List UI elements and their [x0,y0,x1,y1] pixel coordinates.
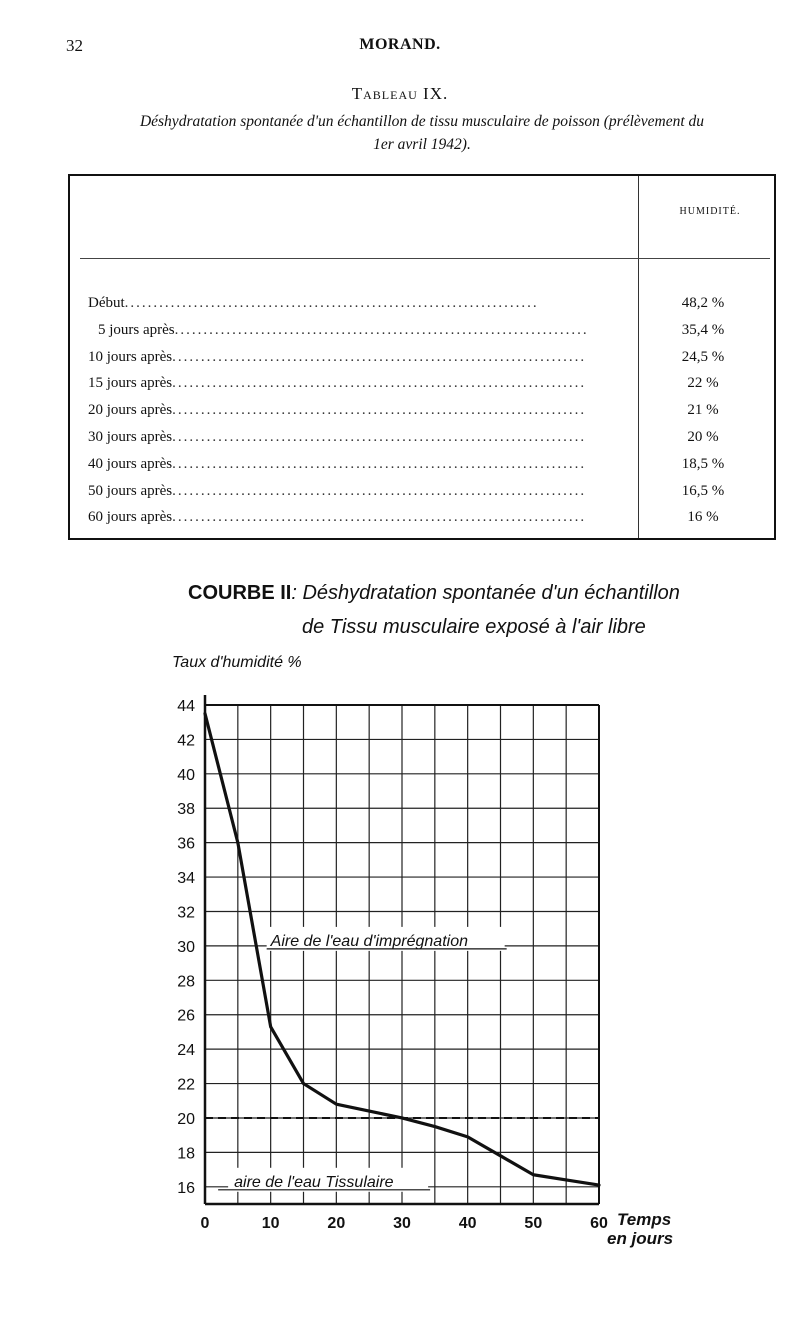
x-tick-label: 10 [261,1215,280,1232]
leader-dots: ........................................................................ [172,428,587,445]
y-tick-label: 18 [177,1145,195,1163]
table-row [88,427,768,454]
row-value: 35,4 % [681,321,725,338]
y-tick-label: 24 [177,1042,195,1060]
row-value: 48,2 % [681,295,725,311]
table-caption-line2: 1er avril 1942). [373,136,471,153]
chart-subtitle: de Tissu musculaire exposé à l'air libre [302,616,646,638]
x-tick-label: 30 [393,1215,411,1232]
x-axis-label: Temps [617,1210,672,1229]
row-label: 20 jours après [88,402,173,419]
y-tick-label: 34 [177,870,195,888]
row-value: 21 % [687,402,719,419]
annotation-tissulaire: aire de l'eau Tissulaire [234,1173,394,1191]
y-tick-label: 32 [177,904,195,922]
humidity-table [68,174,776,540]
leader-dots: ........................................................................ [124,295,539,311]
table-caption-line1: Déshydratation spontanée d'un échantillon de tissu musculaire de poisson (prélèvement du [139,113,705,130]
leader-dots: ........................................................................ [174,321,589,338]
table-row [88,320,768,347]
x-tick-label: 0 [200,1215,210,1232]
leader-dots: ........................................................................ [172,455,587,472]
y-tick-label: 22 [177,1076,195,1094]
y-tick-label: 28 [177,973,195,991]
table-row [88,293,768,320]
row-value: 16 % [687,509,719,526]
row-label: 5 jours après [98,321,175,338]
leader-dots: ........................................................................ [172,509,587,526]
y-tick-label: 38 [177,801,195,819]
running-head: MORAND. [359,36,441,53]
chart-title-prefix: COURBE II [188,582,292,604]
table-row [88,347,768,374]
leader-dots: ........................................................................ [172,348,587,365]
x-tick-label: 20 [327,1215,346,1232]
y-tick-label: 44 [177,698,195,715]
y-tick-label: 20 [177,1110,195,1128]
table-row [88,400,768,427]
x-tick-label: 40 [458,1215,477,1232]
humidity-chart [0,570,800,1270]
table-row [88,373,768,400]
y-tick-label: 42 [177,732,195,750]
table-title: Tableau IX. [351,84,449,103]
chart-plot [0,570,800,1270]
row-value: 16,5 % [681,482,725,499]
chart-title-line1: : Déshydratation spontanée d'un échantillon [291,582,680,604]
leader-dots: ........................................................................ [172,482,587,499]
row-label: Début [88,295,125,311]
x-axis-label-unit: en jours [607,1229,674,1248]
row-value: 18,5 % [681,455,725,472]
row-label: 10 jours après [88,348,173,365]
table-row [88,454,768,481]
x-tick-label: 60 [590,1215,608,1232]
leader-dots: ........................................................................ [172,375,587,392]
table-rows [88,293,768,534]
annotation-impregnation: Aire de l'eau d'imprégnation [270,932,469,950]
table-row [88,507,768,534]
table-header-rule [80,258,770,259]
row-value: 24,5 % [681,348,725,365]
row-label: 60 jours après [88,509,173,526]
leader-dots: ........................................................................ [172,402,587,419]
row-value: 20 % [687,428,719,445]
table-caption [60,110,784,156]
y-tick-label: 36 [177,835,195,853]
y-tick-label: 26 [177,1007,195,1025]
row-value: 22 % [687,375,719,392]
column-header-humidity: HUMIDITÉ. [679,206,741,217]
row-label: 50 jours après [88,482,173,499]
y-tick-label: 30 [177,938,195,956]
row-label: 40 jours après [88,455,173,472]
y-tick-label: 40 [177,766,195,784]
row-label: 30 jours après [88,428,173,445]
row-label: 15 jours après [88,375,173,392]
table-row [88,481,768,508]
page-number: 32 [66,36,83,55]
y-axis-label: Taux d'humidité % [172,654,302,671]
x-tick-label: 50 [524,1215,543,1232]
y-tick-label: 16 [177,1179,195,1197]
